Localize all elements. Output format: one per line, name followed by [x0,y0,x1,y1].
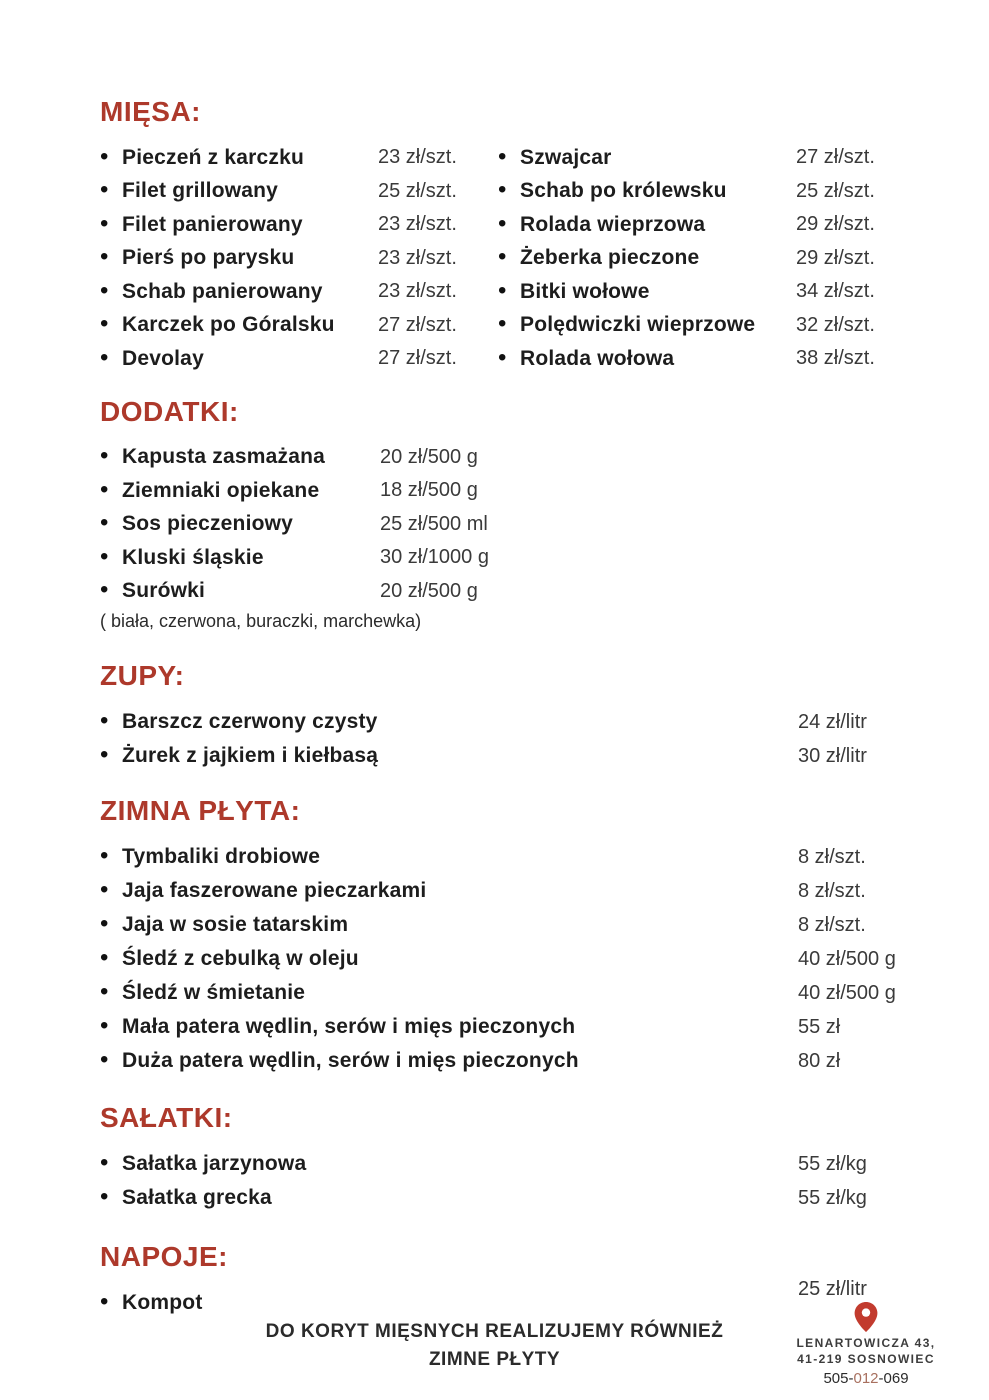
item-name: Śledź z cebulką w oleju [122,947,359,970]
bullet-icon [100,445,122,469]
phone-part3: -069 [878,1370,909,1387]
menu-item-row [498,242,941,276]
item-price: 20 zł/500 g [380,445,478,468]
item-price: 8 zł/szt. [798,879,866,902]
menu-item-row [100,705,941,739]
menu-item-row [498,342,941,376]
miesa-right-column [498,141,941,376]
bullet-icon [100,479,122,503]
section-title-zupy: ZUPY: [100,660,185,691]
menu-item-row [100,908,941,942]
menu-item-row [100,175,498,209]
item-price: 25 zł/500 ml [380,512,488,535]
item-name: Tymbaliki drobiowe [122,845,321,868]
item-price: 40 zł/500 g [798,981,896,1004]
dodatki-note: ( biała, czerwona, buraczki, marchewka) [100,611,422,631]
section-zupy [100,660,941,773]
item-name: Sos pieczeniowy [122,512,294,536]
bullet-icon [498,246,520,270]
menu-item-row [498,275,941,309]
item-name: Filet panierowany [122,212,303,236]
bullet-icon [100,981,122,1005]
footer-note-line1: DO KORYT MIĘSNYCH REALIZUJEMY RÓWNIEŻ [265,1321,724,1342]
menu-item-row [100,874,941,908]
menu-item-row [100,1181,941,1215]
item-price: 38 zł/szt. [796,347,875,370]
section-dodatki [100,396,941,633]
phone-part2: 012 [853,1370,879,1387]
bullet-icon [100,246,122,270]
item-name: Kapusta zasmażana [122,445,325,469]
item-price: 80 zł [798,1049,841,1072]
item-price: 23 zł/szt. [378,246,457,269]
menu-item-row [498,309,941,343]
bullet-icon [100,1186,122,1210]
bullet-icon [100,913,122,937]
item-name: Filet grillowany [122,179,279,203]
bullet-icon [100,1015,122,1039]
menu-item-row [100,1010,941,1044]
section-miesa [100,96,941,376]
bullet-icon [100,1152,122,1176]
section-zimna-plyta [100,795,941,1078]
item-price: 25 zł/litr [798,1277,867,1300]
phone-number [781,1370,951,1387]
item-price: 30 zł/1000 g [380,546,489,569]
item-name: Jaja faszerowane pieczarkami [122,879,427,902]
bullet-icon [498,213,520,237]
item-name: Żeberka pieczone [520,246,700,270]
item-name: Bitki wołowe [520,279,650,303]
item-name: Kluski śląskie [122,545,264,569]
menu-item-row [100,1147,941,1181]
item-price: 24 zł/litr [798,710,867,733]
menu-item-row [100,441,941,475]
item-price: 20 zł/500 g [380,579,478,602]
bullet-icon [498,347,520,371]
menu-item-row [100,474,941,508]
item-price: 18 zł/500 g [380,479,478,502]
bullet-icon [100,579,122,603]
item-name: Devolay [122,346,204,370]
dodatki-list [100,441,941,609]
bullet-icon [100,879,122,903]
item-name: Duża patera wędlin, serów i mięs pieczonych [122,1049,579,1072]
item-price: 8 zł/szt. [798,913,866,936]
bullet-icon [100,146,122,170]
item-price: 32 zł/szt. [796,313,875,336]
item-price: 23 zł/szt. [378,280,457,303]
bullet-icon [498,313,520,337]
bullet-icon [100,280,122,304]
item-price: 34 zł/szt. [796,280,875,303]
item-price: 8 zł/szt. [798,845,866,868]
menu-content [100,96,941,1320]
item-price: 30 zł/litr [798,744,867,767]
item-name: Polędwiczki wieprzowe [520,313,756,337]
menu-item-row [498,175,941,209]
menu-item-row [100,141,498,175]
section-salatki [100,1102,941,1215]
item-name: Szwajcar [520,145,612,169]
item-price: 40 zł/500 g [798,947,896,970]
bullet-icon [498,280,520,304]
item-price: 55 zł/kg [798,1152,867,1175]
section-title-salatki: SAŁATKI: [100,1102,233,1133]
bullet-icon [100,179,122,203]
bullet-icon [100,347,122,371]
menu-item-row [100,739,941,773]
item-price: 25 zł/szt. [378,179,457,202]
menu-item-row [100,342,498,376]
bullet-icon [100,710,122,734]
bullet-icon [100,213,122,237]
item-name: Schab panierowany [122,279,323,303]
address-line1: LENARTOWICZA 43, [796,1336,936,1350]
item-name: Pieczeń z karczku [122,145,304,169]
location-pin-icon [854,1302,878,1332]
bullet-icon [100,744,122,768]
bullet-icon [498,146,520,170]
address-block [781,1302,951,1387]
menu-item-row [498,141,941,175]
item-name: Jaja w sosie tatarskim [122,913,349,936]
menu-item-row [100,575,941,609]
item-price: 25 zł/szt. [796,179,875,202]
menu-item-row [100,1044,941,1078]
menu-item-row [100,942,941,976]
address-line2: 41-219 SOSNOWIEC [797,1352,935,1366]
bullet-icon [100,1291,122,1315]
section-title-dodatki: DODATKI: [100,395,239,427]
section-title-zimna-plyta: ZIMNA PŁYTA: [100,795,301,826]
zimna-plyta-list [100,840,941,1078]
bullet-icon [100,512,122,536]
bullet-icon [100,845,122,869]
section-title-miesa: MIĘSA: [100,96,201,127]
item-price: 29 zł/szt. [796,246,875,269]
item-name: Kompot [122,1291,203,1314]
bullet-icon [100,546,122,570]
menu-item-row [100,508,941,542]
item-name: Mała patera wędlin, serów i mięs pieczonych [122,1015,576,1038]
menu-item-row [100,242,498,276]
item-name: Sałatka jarzynowa [122,1152,307,1175]
menu-item-row [100,309,498,343]
item-name: Śledź w śmietanie [122,981,306,1004]
item-price: 23 zł/szt. [378,146,457,169]
item-price: 27 zł/szt. [796,146,875,169]
item-name: Pierś po parysku [122,246,295,270]
section-title-napoje: NAPOJE: [100,1241,228,1272]
zupy-list [100,705,941,773]
bullet-icon [100,1049,122,1073]
menu-item-row [100,976,941,1010]
item-price: 29 zł/szt. [796,213,875,236]
menu-item-row [100,840,941,874]
menu-item-row [100,541,941,575]
item-price: 55 zł/kg [798,1186,867,1209]
item-name: Karczek po Góralsku [122,313,335,337]
item-name: Rolada wieprzowa [520,212,706,236]
item-name: Barszcz czerwony czysty [122,710,378,733]
bullet-icon [100,313,122,337]
item-name: Surówki [122,579,206,603]
item-name: Ziemniaki opiekane [122,478,320,502]
item-price: 55 zł [798,1015,841,1038]
bullet-icon [100,947,122,971]
item-name: Rolada wołowa [520,346,675,370]
phone-part1: 505- [823,1370,854,1387]
item-price: 27 zł/szt. [378,313,457,336]
miesa-columns [100,141,941,376]
bullet-icon [498,179,520,203]
miesa-left-column [100,141,498,376]
item-price: 27 zł/szt. [378,347,457,370]
menu-item-row [100,275,498,309]
menu-item-row [498,208,941,242]
footer-note-line2: ZIMNE PŁYTY [428,1349,561,1370]
salatki-list [100,1147,941,1215]
item-name: Sałatka grecka [122,1186,272,1209]
item-price: 23 zł/szt. [378,213,457,236]
item-name: Schab po królewsku [520,179,727,203]
item-name: Żurek z jajkiem i kiełbasą [122,744,379,767]
menu-item-row [100,208,498,242]
